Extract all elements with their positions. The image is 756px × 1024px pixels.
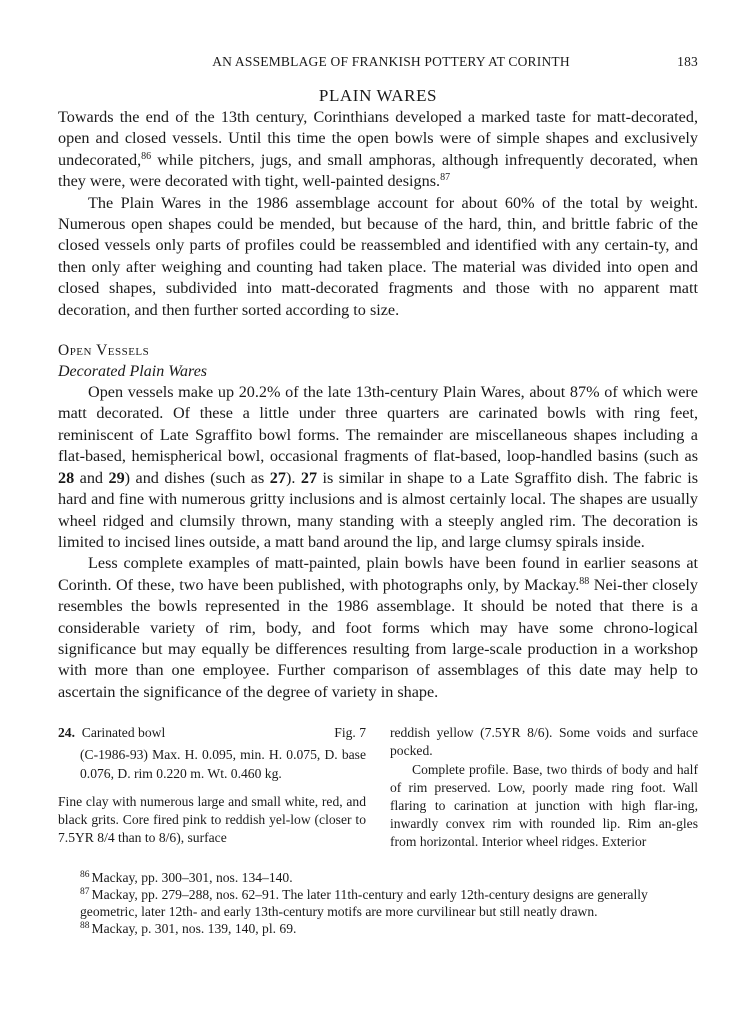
catalog-name: Carinated bowl	[81, 725, 166, 741]
figure-ref[interactable]: Fig. 7	[334, 725, 366, 741]
catalog-entry	[58, 724, 698, 851]
running-title: AN ASSEMBLAGE OF FRANKISH POTTERY AT CORINTH	[212, 54, 570, 69]
catalog-right-column	[390, 724, 698, 851]
catalog-entry-header	[58, 724, 366, 742]
catalog-fabric-continued: reddish yellow (7.5YR 8/6). Some voids and surface pocked.	[390, 725, 698, 759]
text-run: Less complete examples of matt-painted, plain bowls have been found in earlier seasons at Corinth. Of these, two have been published, with photographs only, by Mackay.	[58, 554, 698, 594]
catalog-fabric: Fine clay with numerous large and small white, red, and black grits. Core fired pink to reddish yel-low (closer to 7.5YR 8/4 than to 8/6), surface	[58, 793, 366, 846]
text-run: Open vessels make up 20.2% of the late 13th-century Plain Wares, about 87% of which were matt decorated. Of these a little under three quarters are carinated bowls with ring feet, reminiscent of Late Sgraffito bowl forms. The remainder are miscellaneous shapes including a flat-based, hemispherical bowl, occasional fragments of flat-based, loop-handled basins (such as	[58, 383, 698, 466]
footnote-text: Mackay, pp. 279–288, nos. 62–91. The later 11th-century and early 12th-century designs are generally geometric, later 12th- and early 13th-century motifs are more curvilinear but still neatly drawn.	[80, 886, 648, 919]
text-run: ).	[285, 468, 301, 487]
catalog-left-column	[58, 724, 366, 851]
running-header	[58, 54, 698, 76]
footnote	[58, 886, 698, 920]
catalog-ref[interactable]: 28	[58, 468, 75, 487]
footnote	[58, 869, 698, 886]
catalog-measures: (C-1986-93) Max. H. 0.095, min. H. 0.075, D. base 0.076, D. rim 0.220 m. Wt. 0.460 kg.	[80, 747, 366, 781]
body-paragraph	[58, 382, 698, 553]
footnote-text: Mackay, pp. 300–301, nos. 134–140.	[91, 869, 293, 885]
page	[58, 54, 698, 937]
text-run: ) and dishes (such as	[124, 468, 270, 487]
catalog-ref[interactable]: 27	[300, 468, 318, 487]
text-run: is similar in shape to a Late Sgraffito dish. The fabric is hard and fine with numerous gritty inclusions and is almost certainly local. The shapes are usually wheel ridged and clumsily thrown, many standing with a steeply angled rim. The decoration is limited to incised lines outside, a matt band around the lip, and large clumsy spirals inside.	[58, 468, 699, 551]
footnote-ref[interactable]: 87	[440, 172, 451, 184]
catalog-title	[58, 724, 165, 742]
footnote-mark: 87	[80, 886, 90, 897]
text-run: Towards the end of the 13th century, Corinthians developed a marked taste for matt-decorated, open and closed vessels. Until this time the open bowls were of simple shapes and exclusively undecorated,	[58, 108, 698, 169]
subsection-heading: Open Vessels	[58, 342, 150, 360]
catalog-ref[interactable]: 27	[269, 468, 286, 487]
footnote-text: Mackay, p. 301, nos. 139, 140, pl. 69.	[91, 921, 297, 937]
text-run: while pitchers, jugs, and small amphoras, although infrequently decorated, when they were, were decorated with tight, well-painted designs.	[58, 150, 698, 191]
sub-subsection-heading: Decorated Plain Wares	[58, 363, 208, 381]
footnotes	[58, 869, 698, 938]
footnote-mark: 86	[80, 869, 90, 880]
footnote-ref[interactable]: 88	[579, 575, 590, 587]
section-title: PLAIN WARES	[318, 86, 438, 105]
footnote	[58, 920, 698, 937]
footnote-ref[interactable]: 86	[141, 150, 152, 162]
text-run: Nei-ther closely resembles the bowls represented in the 1986 assemblage. It should be noted that there is a considerable variety of rim, body, and foot forms which may have some chrono-logical significance but may equally be differences resulting from large-scale production in a workshop with more than one employee. Further comparison of assemblages of this date may help to ascertain the significance of the degree of variety in shape.	[58, 575, 699, 701]
body-paragraph	[58, 553, 698, 703]
body-paragraph	[58, 107, 698, 193]
catalog-number: 24.	[58, 725, 75, 741]
footnote-mark: 88	[80, 921, 90, 932]
body-paragraph: The Plain Wares in the 1986 assemblage account for about 60% of the total by weight. Numerous open shapes could be mended, but because of the hard, thin, and brittle fabric of the closed vessels only parts of profiles could be reassembled and identified with any certain-ty, and then only after weighing and counting had taken place. The material was divided into open and closed shapes, subdivided into matt-decorated fragments and those with no apparent matt decoration, and then further sorted according to size.	[58, 193, 698, 319]
catalog-ref[interactable]: 29	[108, 468, 125, 487]
page-number: 183	[677, 54, 698, 69]
catalog-description: Complete profile. Base, two thirds of body and half of rim preserved. Low, poorly made ring foot. Wall flaring to carination at junction with high flar-ing, inwardly convex rim with rounded lip. Rim an-gles from horizontal. Interior wheel ridges. Exterior	[390, 761, 698, 850]
text-run: and	[74, 468, 109, 487]
